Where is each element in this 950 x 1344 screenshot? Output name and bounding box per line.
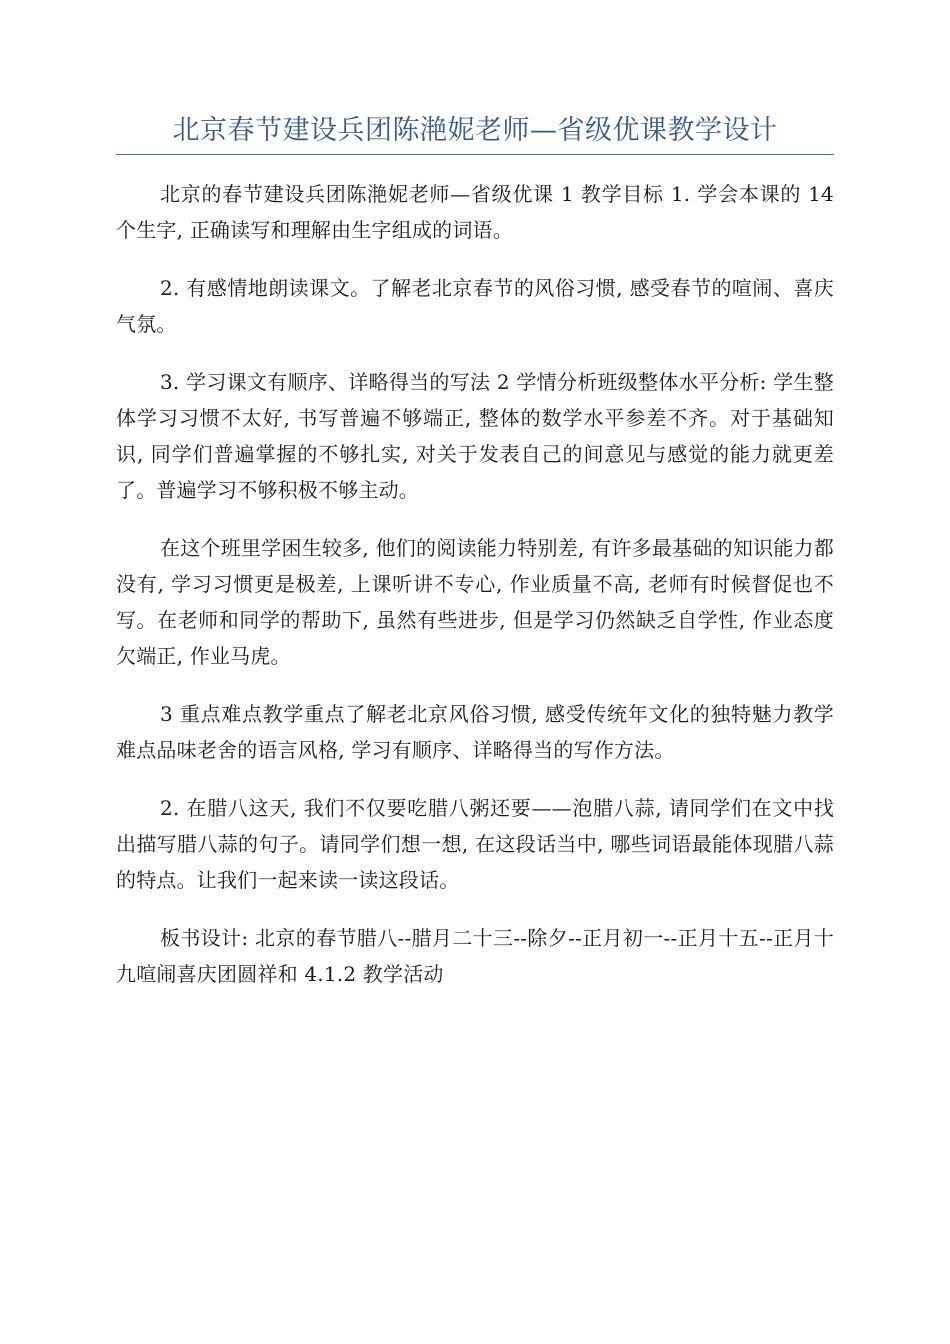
document-title: 北京春节建设兵团陈滟妮老师—省级优课教学设计 xyxy=(172,115,778,146)
paragraph-struggling-students: 在这个班里学困生较多, 他们的阅读能力特别差, 有许多最基础的知识能力都没有, 学习习惯更是极差, 上课听讲不专心, 作业质量不高, 老师有时候督促也不写。在老师和同学的帮助下, 虽然有些进步, 但是学习仍然缺乏自学性, 作业态度欠端正, 作业马虎。 xyxy=(116,536,834,668)
paragraph-laba-activity: 2. 在腊八这天, 我们不仅要吃腊八粥还要——泡腊八蒜, 请同学们在文中找出描写腊八蒜的句子。请同学们想一想, 在这段话当中, 哪些词语最能体现腊八蒜的特点。让我们一起来读一读这段话。 xyxy=(116,796,834,892)
document-body xyxy=(116,176,834,1014)
paragraph-reading-goal: 2. 有感情地朗读课文。了解老北京春节的风俗习惯, 感受春节的喧闹、喜庆气氛。 xyxy=(116,276,834,336)
paragraph-teaching-goals: 北京的春节建设兵团陈滟妮老师—省级优课 1 教学目标 1. 学会本课的 14 个生字, 正确读写和理解由生字组成的词语。 xyxy=(116,182,834,242)
paragraph-board-design: 板书设计: 北京的春节腊八--腊月二十三--除夕--正月初一--正月十五--正月十九喧闹喜庆团圆祥和 4.1.2 教学活动 xyxy=(116,926,834,986)
paragraph-learning-analysis: 3. 学习课文有顺序、详略得当的写法 2 学情分析班级整体水平分析: 学生整体学习习惯不太好, 书写普遍不够端正, 整体的数学水平参差不齐。对于基础知识, 同学们普遍掌握的不够扎实, 对关于发表自己的间意见与感觉的能力就更差了。普遍学习不够积极不够主动。 xyxy=(116,370,834,502)
title-block xyxy=(116,112,834,155)
paragraph-key-difficulties: 3 重点难点教学重点了解老北京风俗习惯, 感受传统年文化的独特魅力教学难点品味老舍的语言风格, 学习有顺序、详略得当的写作方法。 xyxy=(116,702,834,762)
